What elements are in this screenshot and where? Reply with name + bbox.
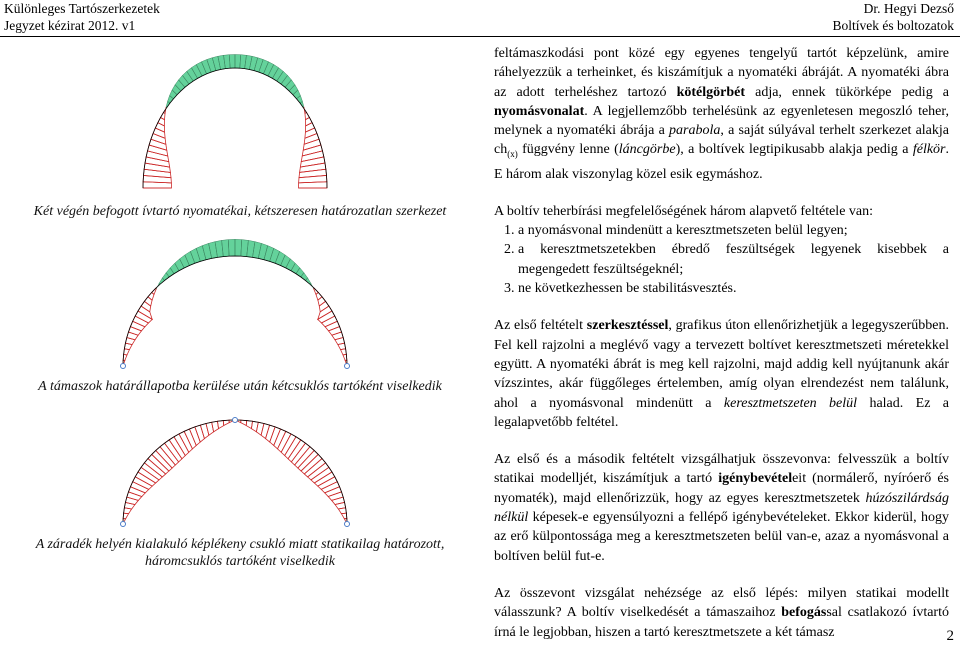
three-hinged-arch-moment-diagram bbox=[0, 402, 480, 532]
two-hinged-arch-moment-diagram bbox=[0, 226, 480, 376]
list-item: 3. ne következhessen be stabilitásvesztés. bbox=[518, 279, 949, 298]
caption-three-hinged-arch bbox=[0, 536, 480, 570]
header-divider bbox=[0, 36, 960, 37]
hinge-marker bbox=[345, 364, 350, 369]
fixed-arch-moment-diagram bbox=[0, 40, 480, 200]
arch-axis bbox=[143, 68, 327, 188]
caption-three-hinged-line2: háromcsuklós tartóként viselkedik bbox=[145, 554, 335, 569]
hinge-marker bbox=[121, 364, 126, 369]
moment-segment bbox=[241, 420, 247, 425]
paragraph-static-model: Az összevont vizsgálat nehézsége az első lépés: milyen statikai modellt válasszunk? A boltív viselkedését a támaszaihoz befogással csatlakozó ívtartó írná le legjobban, hiszen a tartó keresztmetszete a két támasz bbox=[494, 585, 949, 640]
chapter-title: Boltívek és boltozatok bbox=[832, 18, 954, 33]
course-title: Különleges Tartószerkezetek bbox=[4, 1, 160, 16]
conditions-list bbox=[494, 221, 949, 298]
list-item: 1. a nyomásvonal mindenütt a keresztmetszeten belül legyen; bbox=[518, 221, 949, 240]
paragraph-combined-check: Az első és a második feltételt vizsgálhatjuk összevonva: felvesszük a boltív statikai modelljét, kiszámítjuk a tartó igénybevételeit (normálerő, nyíróerő és nyomaték), majd ellenőrizzük, hogy az egyes keresztmetszetek húzószilárdság nélkül képesek-e egyensúlyozni a fellépő igénybevételeket. Ekkor kiderül, hogy az erő külpontossága meg a keresztmetszeten belül van-e, azaz a nyomásvonal a boltíven belül fut-e. bbox=[494, 452, 949, 564]
caption-three-hinged-line1: A záradék helyén kialakuló képlékeny csukló miatt statikailag határozott, bbox=[35, 537, 445, 552]
caption-two-hinged-arch: A támaszok határállapotba kerülése után kétcsuklós tartóként viselkedik bbox=[38, 379, 442, 394]
hinge-marker bbox=[233, 418, 238, 423]
arch-axis bbox=[123, 256, 347, 366]
hinge-marker bbox=[345, 522, 350, 527]
document-version: Jegyzet kézirat 2012. v1 bbox=[4, 18, 136, 33]
list-item: 2. a keresztmetszetekben ébredő feszültségek legyenek kisebbek a megengedett feszültségeknél; bbox=[518, 240, 949, 279]
paragraph-conditions-intro: A boltív teherbírási megfelelőségének három alapvető feltétele van: bbox=[494, 203, 874, 219]
body-text bbox=[494, 44, 949, 642]
page-number: 2 bbox=[946, 628, 954, 644]
paragraph-graphical-check: Az első feltételt szerkesztéssel, grafikus úton ellenőrizhetjük a legegyszerűbben. Fel kell rajzolni a meglévő vagy a tervezett boltívet keresztmetszeti méretekkel együtt. A nyomatéki ábrát is meg kell rajzolni, majd addig kell nyújtanunk akár vízszintes, akár függőleges értelemben, amíg olyan elrendezést nem találunk, ahol a nyomásvonal mindenütt a keresztmetszeten belül halad. Ez a legalapvetőbb feltétel. bbox=[494, 318, 950, 430]
hinge-marker bbox=[121, 522, 126, 527]
moment-segment bbox=[223, 420, 229, 425]
paragraph-thrust-line: feltámaszkodási pont közé egy egyenes tengelyű tartót képzelünk, amire ráhelyezzük a terheinket, és kiszámítjuk a nyomatéki ábráját. A nyomatéki ábra az adott terheléshez tartozó kötélgörbét adja, ennek tükörképe pedig a nyomásvonalat. A legjellemzőbb terhelésünk az egyenletesen megoszló teher, melynek a nyomatéki ábrája a parabola, a saját súlyával terhelt szerkezet alakja $ch_{(x)}$ függvény lenne (láncgörbe), a boltívek legtipikusabb alakja pedig a félkör. E három alak viszonylag közel esik egymáshoz. bbox=[494, 46, 949, 182]
header-right bbox=[833, 0, 954, 34]
moment-segment bbox=[341, 513, 346, 519]
caption-fixed-arch: Két végén befogott ívtartó nyomatékai, kétszeresen határozatlan szerkezet bbox=[33, 204, 447, 219]
author-name: Dr. Hegyi Dezső bbox=[863, 1, 954, 16]
figure-column bbox=[0, 40, 480, 640]
header-left bbox=[4, 0, 160, 34]
